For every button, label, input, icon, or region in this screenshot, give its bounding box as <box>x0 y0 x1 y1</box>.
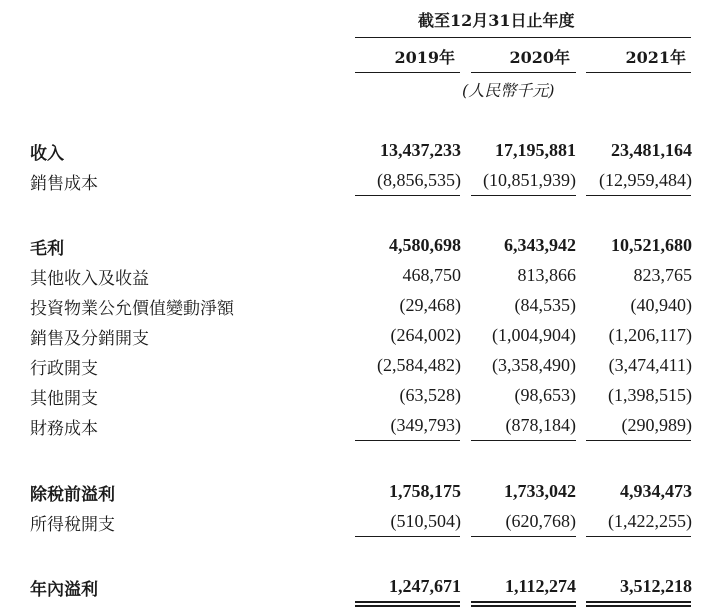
value-2021: 4,934,473 <box>620 481 692 501</box>
value-2020: (98,653) <box>514 385 576 405</box>
value-2021: (290,989) <box>621 415 692 435</box>
year-rule-2019 <box>355 72 460 73</box>
row-label: 銷售成本 <box>30 174 98 194</box>
subtotal-rule <box>586 195 691 196</box>
value-2020: (84,535) <box>514 295 576 315</box>
value-2020: (1,004,904) <box>492 325 576 345</box>
value-2021: (12,959,484) <box>599 170 692 190</box>
value-2021: (1,422,255) <box>608 511 692 531</box>
row-label: 財務成本 <box>30 419 98 439</box>
value-2019: (8,856,535) <box>377 170 461 190</box>
value-2020: 17,195,881 <box>495 140 576 160</box>
value-2021: (3,474,411) <box>608 355 692 375</box>
value-2020: 1,733,042 <box>504 481 576 501</box>
value-2021: 823,765 <box>633 265 692 285</box>
subtotal-rule <box>471 195 576 196</box>
value-2021: 3,512,218 <box>620 576 692 596</box>
value-2020: (10,851,939) <box>483 170 576 190</box>
row-label: 行政開支 <box>30 359 98 379</box>
value-2020: (3,358,490) <box>492 355 576 375</box>
total-double-rule <box>471 601 576 607</box>
year-rule-2020 <box>471 72 576 73</box>
value-2020: (620,768) <box>505 511 576 531</box>
value-2019: 1,758,175 <box>389 481 461 501</box>
total-double-rule <box>586 601 691 607</box>
value-2021: (1,398,515) <box>608 385 692 405</box>
year-header-2019: 2019年 <box>394 48 455 67</box>
value-2020: (878,184) <box>505 415 576 435</box>
row-label: 毛利 <box>30 239 64 259</box>
subtotal-rule <box>586 440 691 441</box>
value-2019: (2,584,482) <box>377 355 461 375</box>
row-label: 年內溢利 <box>30 580 98 600</box>
value-2019: (510,504) <box>390 511 461 531</box>
row-label: 銷售及分銷開支 <box>30 329 149 349</box>
value-2019: 13,437,233 <box>380 140 461 160</box>
value-2019: (29,468) <box>399 295 461 315</box>
row-label: 其他開支 <box>30 389 98 409</box>
subtotal-rule <box>471 536 576 537</box>
value-2019: (349,793) <box>390 415 461 435</box>
period-header-rule <box>355 37 691 38</box>
year-header-2021: 2021年 <box>625 48 686 67</box>
row-label: 收入 <box>30 144 64 164</box>
value-2020: 1,112,274 <box>504 576 576 596</box>
period-header: 截至12月31日止年度 <box>418 11 575 30</box>
row-label: 所得稅開支 <box>30 515 115 535</box>
value-2019: 1,247,671 <box>389 576 461 596</box>
value-2019: 468,750 <box>402 265 461 285</box>
year-header-2020: 2020年 <box>509 48 570 67</box>
value-2020: 813,866 <box>517 265 576 285</box>
row-label: 其他收入及收益 <box>30 269 149 289</box>
row-label: 投資物業公允價值變動淨額 <box>30 299 234 319</box>
value-2021: (1,206,117) <box>608 325 692 345</box>
subtotal-rule <box>355 536 460 537</box>
value-2021: 10,521,680 <box>611 235 692 255</box>
value-2020: 6,343,942 <box>504 235 576 255</box>
subtotal-rule <box>471 440 576 441</box>
row-label: 除稅前溢利 <box>30 485 115 505</box>
total-double-rule <box>355 601 460 607</box>
value-2019: 4,580,698 <box>389 235 461 255</box>
year-rule-2021 <box>586 72 691 73</box>
subtotal-rule <box>355 440 460 441</box>
value-2021: 23,481,164 <box>611 140 692 160</box>
subtotal-rule <box>355 195 460 196</box>
value-2019: (264,002) <box>390 325 461 345</box>
value-2019: (63,528) <box>399 385 461 405</box>
unit-label: (人民幣千元) <box>462 81 555 100</box>
subtotal-rule <box>586 536 691 537</box>
value-2021: (40,940) <box>630 295 692 315</box>
